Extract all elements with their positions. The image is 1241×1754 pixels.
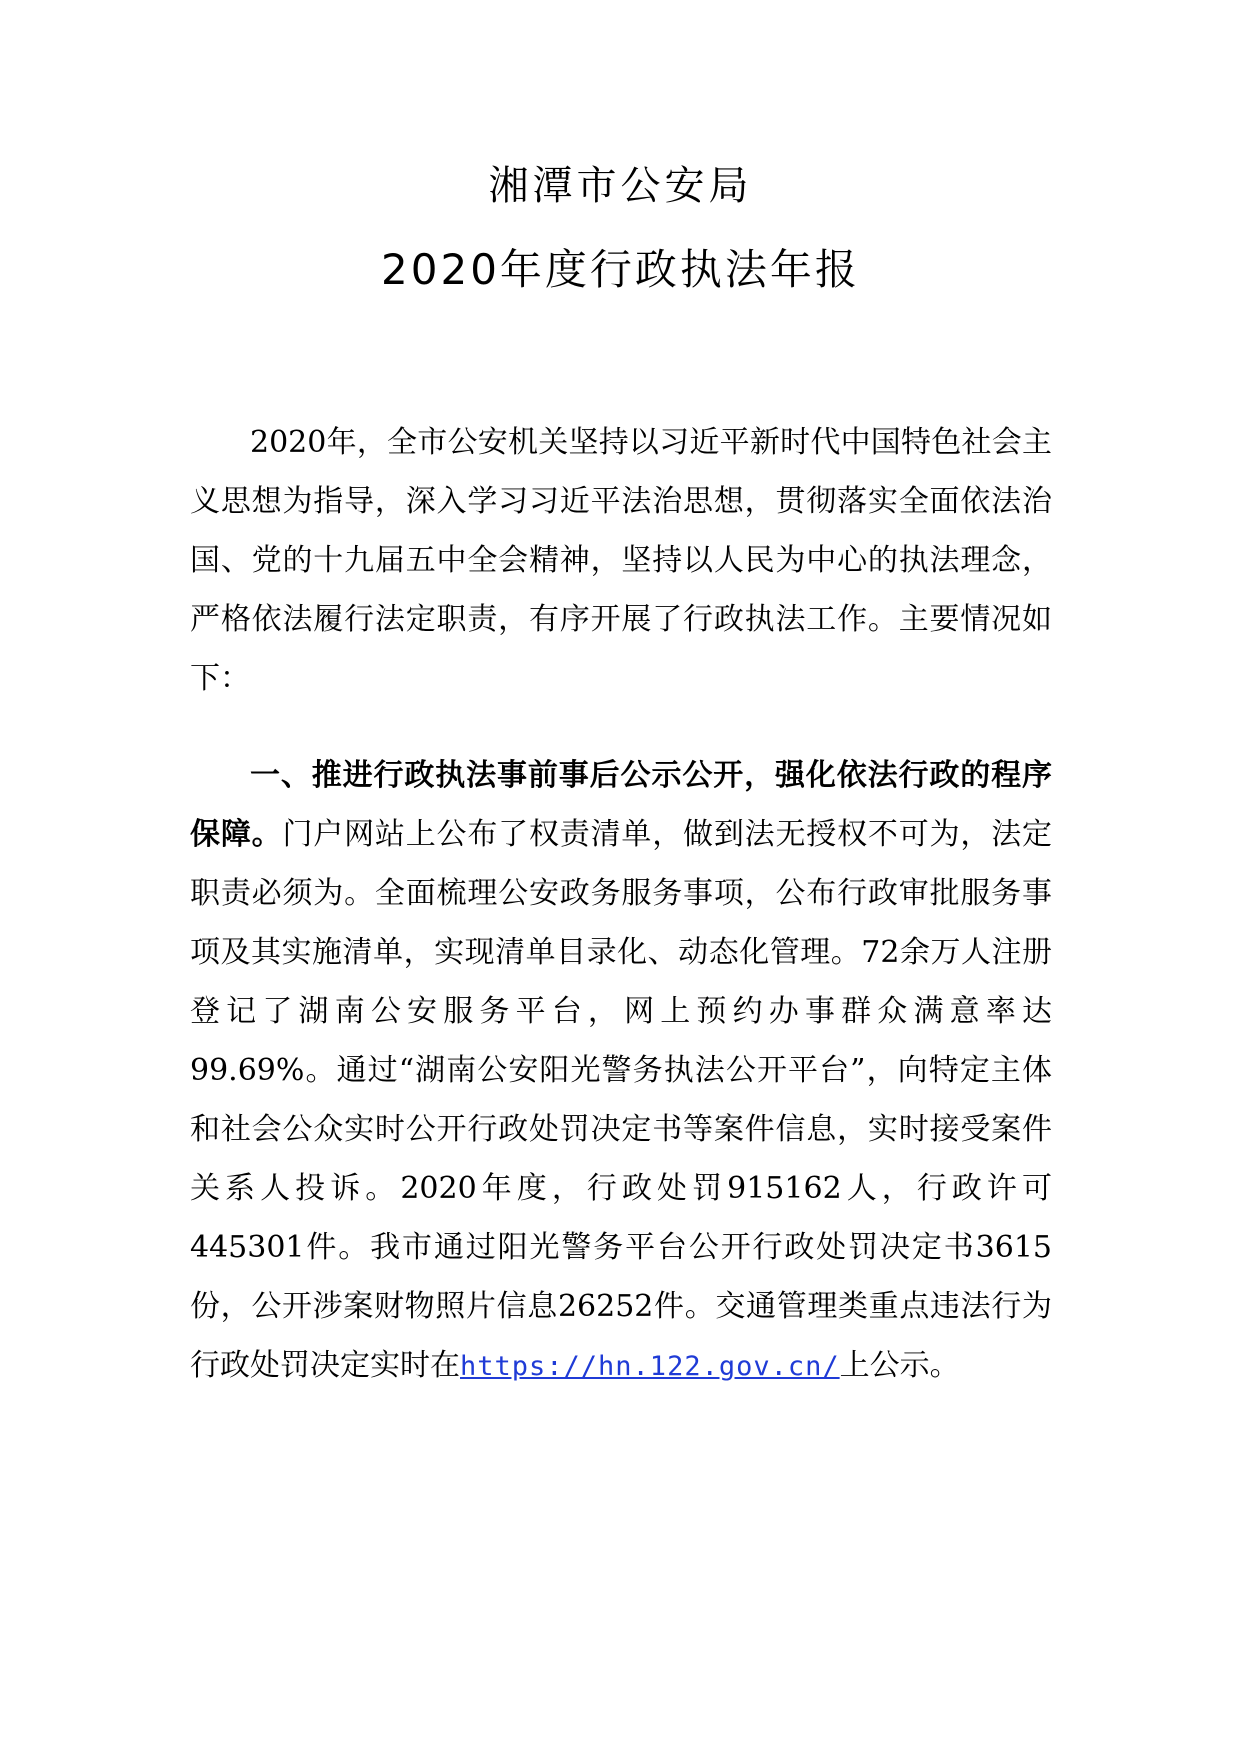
section-1-tail: 上公示。 — [839, 1348, 960, 1383]
section-1-paragraph — [190, 746, 1052, 1396]
intro-paragraph — [190, 413, 1052, 708]
document-title-report: 2020年度行政执法年报 — [381, 245, 860, 294]
gov-website-link[interactable]: https://hn.122.gov.cn/ — [460, 1351, 840, 1382]
section-1-heading: 一、推进行政执法事前事后公示公开，强化依法行政的程序保障。 — [190, 758, 1052, 852]
intro-text: 2020年，全市公安机关坚持以习近平新时代中国特色社会主义思想为指导，深入学习习近平法治思想，贯彻落实全面依法治国、党的十九届五中全会精神，坚持以人民为中心的执法理念，严格依法履行法定职责，有序开展了行政执法工作。主要情况如下： — [190, 425, 1052, 696]
document-title-organization: 湘潭市公安局 — [488, 163, 753, 209]
section-1-body: 门户网站上公布了权责清单，做到法无授权不可为，法定职责必须为。全面梳理公安政务服务事项，公布行政审批服务事项及其实施清单，实现清单目录化、动态化管理。72余万人注册登记了湖南公安服务平台，网上预约办事群众满意率达99.69%。通过“湖南公安阳光警务执法公开平台”，向特定主体和社会公众实时公开行政处罚决定书等案件信息，实时接受案件关系人投诉。2020年度，行政处罚915162人，行政许可445301件。我市通过阳光警务平台公开行政处罚决定书3615份，公开涉案财物照片信息26252件。交通管理类重点违法行为行政处罚决定实时在 — [190, 817, 1053, 1383]
